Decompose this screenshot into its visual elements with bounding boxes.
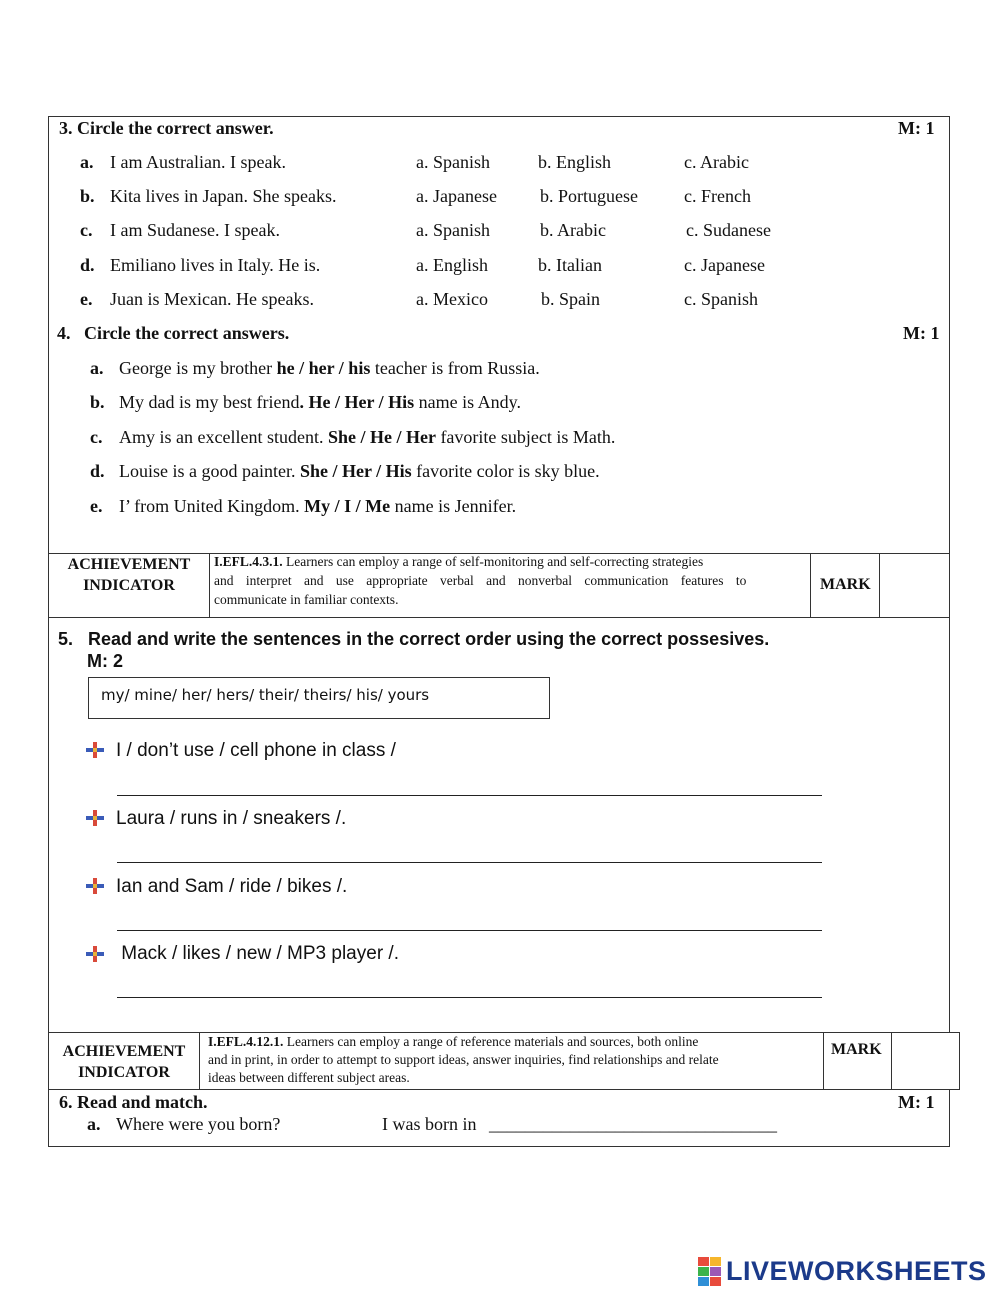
q4-title: 4. Circle the correct answers. (57, 323, 290, 343)
sentence-start: Louise is a good painter. (119, 461, 300, 481)
item-sentence (119, 496, 516, 517)
indicator-desc-line3: ideas between different subject areas. (208, 1070, 410, 1085)
pronoun-choices[interactable]: . He / Her / His (299, 392, 415, 412)
mark-label: MARK (831, 1041, 882, 1058)
indicator-desc-line2: and in print, in order to attempt to support ideas, answer inquiries, find relationships and relate (208, 1052, 719, 1067)
item-letter: a. (90, 358, 104, 378)
item-letter: a. (80, 152, 94, 172)
q5-mark: M: 2 (87, 651, 123, 671)
indicator-label-line1: ACHIEVEMENT (62, 1043, 186, 1060)
item-letter: c. (90, 427, 103, 447)
q6-answer-blank[interactable]: ________________________________ (489, 1114, 777, 1134)
q6-question: Where were you born? (116, 1114, 281, 1134)
mark-cell[interactable] (892, 1033, 959, 1089)
sentence-end: favorite subject is Math. (435, 427, 616, 447)
arrow-bullet-icon (86, 946, 104, 962)
item-text: Kita lives in Japan. She speaks. (110, 186, 337, 206)
indicator-label (49, 1041, 199, 1083)
q5-title: 5. Read and write the sentences in the correct order using the correct possesives. (58, 629, 770, 649)
option-b[interactable]: b. Portuguese (540, 186, 638, 206)
word-bank-text: my/ mine/ her/ hers/ their/ theirs/ his/ yours (101, 686, 430, 704)
option-b[interactable]: b. English (538, 152, 612, 172)
indicator-code: I.EFL.4.12.1. (208, 1034, 284, 1049)
indicator-desc-line2: and interpret and use appropriate verbal and nonverbal communication features to (214, 573, 747, 588)
divider (810, 553, 811, 618)
liveworksheets-brand-text: LIVEWORKSHEETS (726, 1256, 987, 1286)
item-letter: d. (80, 255, 95, 275)
order-item-text: Ian and Sam / ride / bikes /. (116, 876, 348, 897)
divider (823, 1032, 824, 1090)
q3-title: 3. Circle the correct answer. (59, 118, 274, 138)
answer-line[interactable] (117, 862, 822, 863)
sentence-start: My dad is my best friend (119, 392, 300, 412)
indicator-label-line2: INDICATOR (78, 1064, 170, 1081)
item-letter: e. (80, 289, 93, 309)
indicator-desc-line1 (208, 1033, 816, 1051)
item-sentence (119, 358, 540, 379)
item-text: Emiliano lives in Italy. He is. (110, 255, 321, 275)
pronoun-choices[interactable]: She / Her / His (299, 461, 412, 481)
answer-line[interactable] (117, 795, 822, 796)
item-letter: d. (90, 461, 105, 481)
item-letter: c. (80, 220, 93, 240)
pronoun-choices[interactable]: She / He / Her (327, 427, 436, 447)
pronoun-choices[interactable]: he / her / his (276, 358, 371, 378)
item-letter: b. (80, 186, 95, 206)
option-c[interactable]: c. Sudanese (686, 220, 771, 240)
sentence-start: I’ from United Kingdom. (119, 496, 305, 516)
item-sentence (119, 461, 600, 482)
pronoun-choices[interactable]: My / I / Me (304, 496, 391, 516)
answer-line[interactable] (117, 997, 822, 998)
q4-mark: M: 1 (903, 323, 940, 343)
option-a[interactable]: a. Spanish (416, 220, 490, 240)
sentence-start: Amy is an excellent student. (119, 427, 328, 447)
q6-mark: M: 1 (898, 1092, 935, 1112)
item-sentence (119, 392, 521, 413)
sentence-end: favorite color is sky blue. (411, 461, 600, 481)
order-item-text: I / don’t use / cell phone in class / (116, 740, 396, 761)
sentence-end: name is Andy. (414, 392, 521, 412)
item-letter: a. (87, 1114, 101, 1134)
item-letter: b. (90, 392, 105, 412)
item-text: Juan is Mexican. He speaks. (110, 289, 314, 309)
divider (209, 553, 210, 618)
option-c[interactable]: c. French (684, 186, 751, 206)
q3-mark: M: 1 (898, 118, 935, 138)
sentence-end: teacher is from Russia. (370, 358, 540, 378)
option-a[interactable]: a. English (416, 255, 488, 275)
option-a[interactable]: a. Mexico (416, 289, 488, 309)
indicator-description (214, 552, 810, 609)
option-a[interactable]: a. Spanish (416, 152, 490, 172)
indicator-label-line1: ACHIEVEMENT (67, 556, 191, 573)
option-c[interactable]: c. Arabic (684, 152, 749, 172)
mark-cell[interactable] (880, 554, 949, 617)
indicator-desc-line3: communicate in familiar contexts. (214, 592, 399, 607)
arrow-bullet-icon (86, 810, 104, 826)
option-a[interactable]: a. Japanese (416, 186, 497, 206)
mark-label: MARK (820, 576, 871, 593)
indicator-text: Learners can employ a range of reference materials and sources, both online (283, 1034, 699, 1049)
order-item-text: Mack / likes / new / MP3 player /. (116, 943, 399, 964)
indicator-text: Learners can employ a range of self-monitoring and self-correcting strategies (282, 554, 704, 569)
q6-title: 6. Read and match. (59, 1092, 208, 1112)
option-b[interactable]: b. Italian (538, 255, 602, 275)
item-text: I am Australian. I speak. (110, 152, 286, 172)
option-c[interactable]: c. Japanese (684, 255, 765, 275)
item-text: I am Sudanese. I speak. (110, 220, 280, 240)
indicator-desc-line1 (214, 552, 810, 571)
liveworksheets-logo (698, 1256, 987, 1287)
indicator-code: I.EFL.4.3.1. (214, 554, 283, 569)
divider (199, 1032, 200, 1090)
item-sentence (119, 427, 615, 448)
sentence-start: George is my brother (119, 358, 277, 378)
indicator-label-line2: INDICATOR (83, 577, 175, 594)
order-item-text: Laura / runs in / sneakers /. (116, 808, 347, 829)
indicator-description (208, 1033, 816, 1087)
arrow-bullet-icon (86, 742, 104, 758)
option-b[interactable]: b. Spain (541, 289, 601, 309)
sentence-end: name is Jennifer. (390, 496, 517, 516)
liveworksheets-logo-icon (698, 1257, 724, 1287)
answer-line[interactable] (117, 930, 822, 931)
option-c[interactable]: c. Spanish (684, 289, 758, 309)
word-bank (88, 677, 550, 719)
option-b[interactable]: b. Arabic (540, 220, 606, 240)
indicator-label (49, 554, 209, 596)
arrow-bullet-icon (86, 878, 104, 894)
item-letter: e. (90, 496, 103, 516)
q6-answer-prefix: I was born in (382, 1114, 477, 1134)
